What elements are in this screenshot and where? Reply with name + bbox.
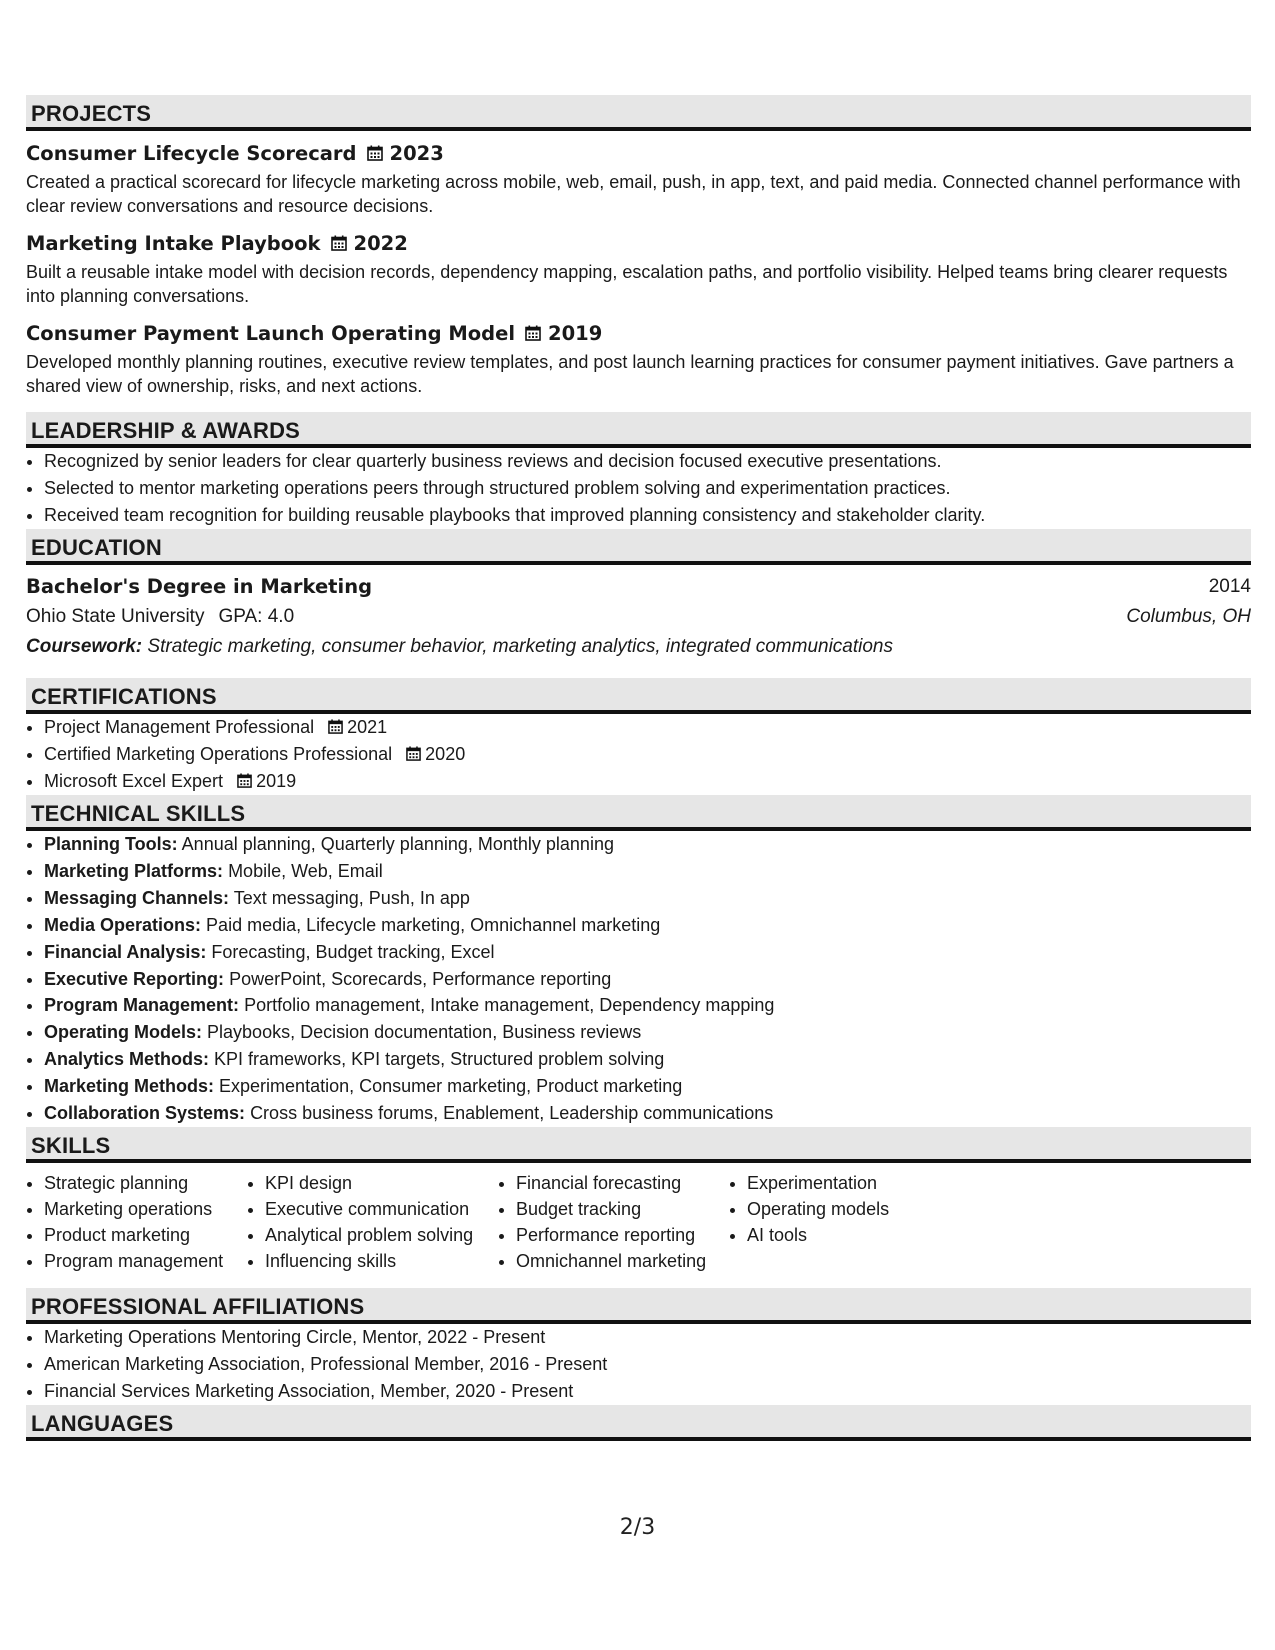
list-item — [44, 1019, 1251, 1046]
section-header-affiliations: PROFESSIONAL AFFILIATIONS — [26, 1288, 1251, 1324]
list-item — [44, 1073, 1251, 1100]
skill-category: Planning Tools: — [44, 834, 178, 854]
list-item — [44, 1100, 1251, 1127]
skill-values: KPI frameworks, KPI targets, Structured problem solving — [214, 1049, 665, 1070]
skill-category: Marketing Platforms: — [44, 860, 224, 881]
skill-values: Paid media, Lifecycle marketing, Omnichannel marketing — [206, 914, 661, 935]
skill-values: Cross business forums, Enablement, Leadership communications — [250, 1103, 774, 1124]
skill-category: Financial Analysis: — [44, 941, 207, 962]
school-name: Ohio State University — [26, 606, 205, 627]
skill-item: • Product marketing — [44, 1222, 247, 1248]
list-item: • American Marketing Association, Professional Member, 2016 - Present — [44, 1351, 1251, 1378]
skill-category: Marketing Methods: — [44, 1076, 215, 1097]
project-year: 2023 — [389, 142, 444, 165]
skill-item: • AI tools — [747, 1222, 947, 1248]
list-item — [44, 939, 1251, 966]
skills-grid — [26, 1170, 1251, 1274]
calendar-icon — [237, 773, 252, 788]
list-item: • Financial Services Marketing Association, Member, 2020 - Present — [44, 1378, 1251, 1405]
project-description: Developed monthly planning routines, executive review templates, and post launch learning practices for consumer payment initiatives. Gave partners a shared view of ownership, risks, and next actions. — [26, 352, 1234, 396]
page-number: 2/3 — [619, 1515, 656, 1540]
skill-item: • Experimentation — [747, 1170, 947, 1196]
calendar-icon — [331, 235, 347, 251]
list-item — [44, 858, 1251, 885]
list-item — [44, 714, 1251, 741]
list-item — [44, 885, 1251, 912]
technical-skills-list — [26, 831, 1251, 1127]
skill-values: Mobile, Web, Email — [228, 860, 383, 881]
skill-values: Annual planning, Quarterly planning, Monthly planning — [181, 834, 614, 854]
project-title: Consumer Payment Launch Operating Model — [26, 322, 516, 345]
skill-item: • Performance reporting — [516, 1222, 729, 1248]
skill-item: • Executive communication — [265, 1196, 498, 1222]
skill-item: • KPI design — [265, 1170, 498, 1196]
coursework: Strategic marketing, consumer behavior, marketing analytics, integrated communications — [147, 636, 893, 657]
coursework-label: Coursework: — [26, 636, 143, 657]
list-item — [44, 966, 1251, 993]
project-item — [26, 138, 1251, 218]
awards-list — [26, 448, 1251, 529]
list-item — [44, 741, 1251, 768]
section-header-certifications: CERTIFICATIONS — [26, 678, 1251, 714]
skill-values: Playbooks, Decision documentation, Business reviews — [207, 1022, 642, 1043]
skill-item: • Operating models — [747, 1196, 947, 1222]
section-header-education: EDUCATION — [26, 529, 1251, 565]
skill-category: Executive Reporting: — [44, 968, 225, 989]
skills-column — [247, 1170, 498, 1274]
list-item — [44, 768, 1251, 795]
skill-category: Collaboration Systems: — [44, 1103, 246, 1124]
list-item: • Recognized by senior leaders for clear quarterly business reviews and decision focused executive presentations. — [44, 448, 1251, 475]
certification-name: Project Management Professional — [44, 717, 315, 737]
calendar-icon — [367, 145, 383, 161]
school-location: Columbus, OH — [1126, 606, 1251, 627]
certification-year: 2021 — [347, 717, 388, 737]
resume-page — [26, 95, 1251, 1441]
skills-column — [26, 1170, 247, 1274]
gpa: GPA: 4.0 — [218, 606, 295, 627]
section-header-technical-skills: TECHNICAL SKILLS — [26, 795, 1251, 831]
section-header-leadership: LEADERSHIP & AWARDS — [26, 412, 1251, 448]
graduation-year: 2014 — [1208, 576, 1251, 597]
skill-category: Media Operations: — [44, 914, 202, 935]
skill-item: • Marketing operations — [44, 1196, 247, 1222]
skill-item: • Omnichannel marketing — [516, 1248, 729, 1274]
list-item: • Selected to mentor marketing operations peers through structured problem solving and experimentation practices. — [44, 475, 1251, 502]
list-item — [44, 912, 1251, 939]
project-year: 2019 — [548, 322, 603, 345]
skill-values: Experimentation, Consumer marketing, Product marketing — [219, 1076, 683, 1097]
list-item — [44, 1046, 1251, 1073]
skill-category: Analytics Methods: — [44, 1049, 210, 1070]
project-description: Created a practical scorecard for lifecycle marketing across mobile, web, email, push, in app, text, and paid media. Connected channel performance with clear review conversations and resource decisions. — [26, 172, 1241, 216]
project-item — [26, 228, 1251, 308]
affiliations-list — [26, 1324, 1251, 1405]
skill-item: • Analytical problem solving — [265, 1222, 498, 1248]
skill-item: • Financial forecasting — [516, 1170, 729, 1196]
project-title: Marketing Intake Playbook — [26, 232, 321, 255]
skills-column — [729, 1170, 947, 1274]
project-title: Consumer Lifecycle Scorecard — [26, 142, 357, 165]
certification-name: Microsoft Excel Expert — [44, 771, 224, 791]
project-item — [26, 318, 1251, 398]
calendar-icon — [525, 325, 541, 341]
education-entry — [26, 572, 1251, 662]
project-year: 2022 — [353, 232, 408, 255]
skill-category: Messaging Channels: — [44, 887, 230, 908]
calendar-icon — [328, 719, 343, 734]
project-description: Built a reusable intake model with decision records, dependency mapping, escalation paths, and portfolio visibility. Helped teams bring clearer requests into planning conversations. — [26, 262, 1228, 306]
certification-name: Certified Marketing Operations Professional — [44, 744, 393, 764]
skill-values: Portfolio management, Intake management, Dependency mapping — [244, 995, 775, 1016]
section-header-projects: PROJECTS — [26, 95, 1251, 131]
list-item — [44, 992, 1251, 1019]
list-item — [44, 831, 1251, 858]
section-header-skills: SKILLS — [26, 1127, 1251, 1163]
skill-values: Text messaging, Push, In app — [233, 887, 470, 908]
skill-item: • Budget tracking — [516, 1196, 729, 1222]
certifications-list — [26, 714, 1251, 795]
skill-category: Operating Models: — [44, 1022, 203, 1043]
skills-column — [498, 1170, 729, 1274]
calendar-icon — [406, 746, 421, 761]
certification-year: 2019 — [256, 771, 297, 791]
skill-item: • Strategic planning — [44, 1170, 247, 1196]
list-item: • Marketing Operations Mentoring Circle, Mentor, 2022 - Present — [44, 1324, 1251, 1351]
skill-item: • Influencing skills — [265, 1248, 498, 1274]
certification-year: 2020 — [425, 744, 466, 764]
skill-item: • Program management — [44, 1248, 247, 1274]
degree: Bachelor's Degree in Marketing — [26, 575, 373, 598]
skill-category: Program Management: — [44, 995, 240, 1016]
skill-values: PowerPoint, Scorecards, Performance reporting — [229, 968, 612, 989]
skill-values: Forecasting, Budget tracking, Excel — [211, 941, 495, 962]
list-item: • Received team recognition for building reusable playbooks that improved planning consistency and stakeholder clarity. — [44, 502, 1251, 529]
section-header-languages: LANGUAGES — [26, 1405, 1251, 1441]
